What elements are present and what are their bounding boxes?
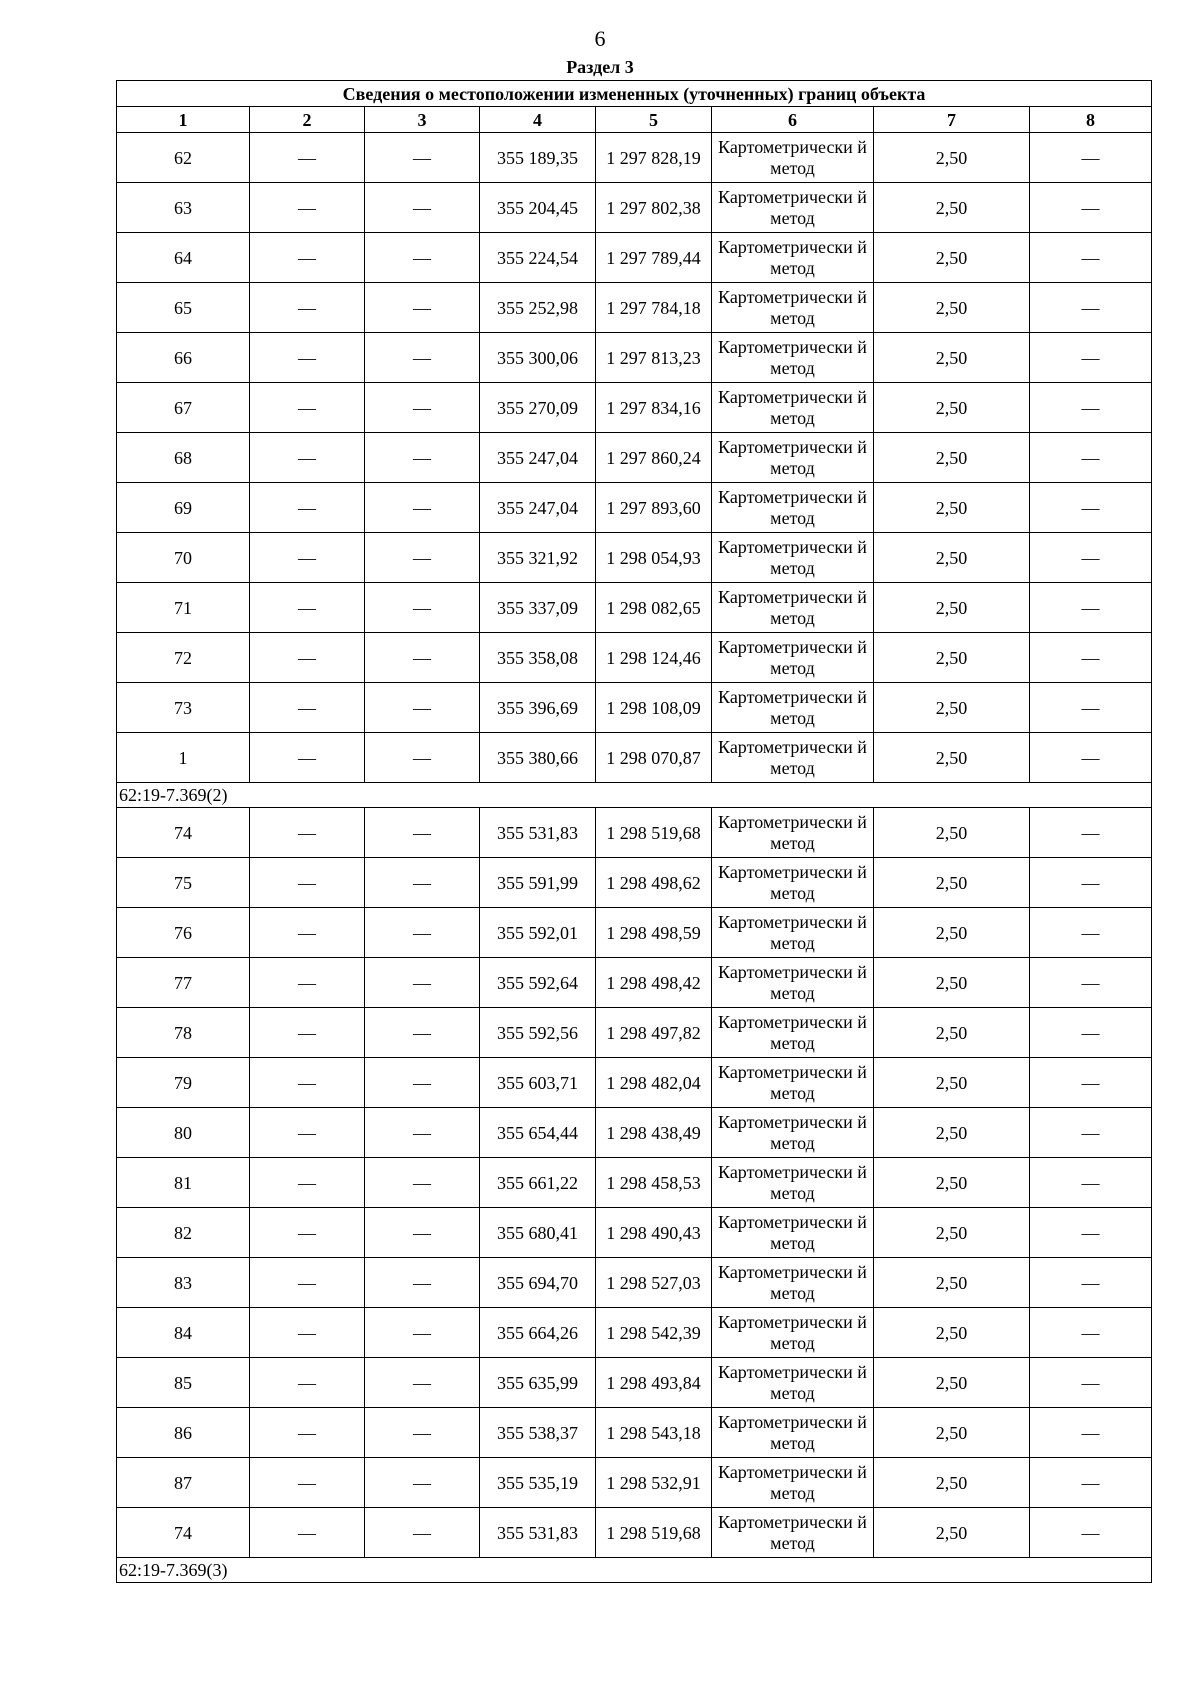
- cell-method: Картометрически й метод: [712, 483, 874, 533]
- cell-col-8: —: [1030, 333, 1152, 383]
- cell-col-3: —: [365, 858, 480, 908]
- cell-accuracy: 2,50: [874, 283, 1030, 333]
- cell-coord-y: 1 298 482,04: [596, 1058, 712, 1108]
- section-title: Раздел 3: [566, 57, 634, 77]
- cell-col-2: —: [250, 1208, 365, 1258]
- cell-col-2: —: [250, 1358, 365, 1408]
- cell-col-8: —: [1030, 233, 1152, 283]
- cell-coord-y: 1 297 789,44: [596, 233, 712, 283]
- cell-method: Картометрически й метод: [712, 908, 874, 958]
- table-row: [117, 1058, 1152, 1108]
- table-row: [117, 433, 1152, 483]
- cell-coord-y: 1 298 458,53: [596, 1158, 712, 1208]
- cell-col-3: —: [365, 1058, 480, 1108]
- cell-method: Картометрически й метод: [712, 808, 874, 858]
- cell-point-number: 1: [117, 733, 250, 783]
- cell-coord-x: 355 531,83: [480, 808, 596, 858]
- cell-col-3: —: [365, 908, 480, 958]
- cell-col-2: —: [250, 1058, 365, 1108]
- cell-coord-x: 355 661,22: [480, 1158, 596, 1208]
- cell-col-8: —: [1030, 583, 1152, 633]
- table-row: [117, 808, 1152, 858]
- cell-accuracy: 2,50: [874, 1358, 1030, 1408]
- cell-col-3: —: [365, 808, 480, 858]
- cell-method: Картометрически й метод: [712, 1158, 874, 1208]
- cell-col-8: —: [1030, 1308, 1152, 1358]
- cell-col-3: —: [365, 1358, 480, 1408]
- cell-accuracy: 2,50: [874, 958, 1030, 1008]
- table-row: [117, 1108, 1152, 1158]
- cell-method: Картометрически й метод: [712, 133, 874, 183]
- table-row: [117, 958, 1152, 1008]
- cell-accuracy: 2,50: [874, 858, 1030, 908]
- cell-coord-x: 355 247,04: [480, 433, 596, 483]
- cell-col-3: —: [365, 133, 480, 183]
- cell-coord-x: 355 300,06: [480, 333, 596, 383]
- cell-coord-y: 1 298 070,87: [596, 733, 712, 783]
- cell-col-8: —: [1030, 633, 1152, 683]
- cell-col-2: —: [250, 1008, 365, 1058]
- cell-accuracy: 2,50: [874, 133, 1030, 183]
- group-label: 62:19-7.369(3): [117, 1558, 1152, 1583]
- cell-method: Картометрически й метод: [712, 583, 874, 633]
- cell-col-2: —: [250, 233, 365, 283]
- cell-col-3: —: [365, 183, 480, 233]
- cell-method: Картометрически й метод: [712, 1358, 874, 1408]
- column-number-1: 1: [117, 107, 250, 133]
- cell-col-3: —: [365, 1158, 480, 1208]
- table-caption: Сведения о местоположении измененных (уточненных) границ объекта: [117, 81, 1152, 107]
- cell-point-number: 77: [117, 958, 250, 1008]
- group-label: 62:19-7.369(2): [117, 783, 1152, 808]
- cell-col-2: —: [250, 1308, 365, 1358]
- cell-col-8: —: [1030, 1508, 1152, 1558]
- cell-accuracy: 2,50: [874, 808, 1030, 858]
- cell-method: Картометрически й метод: [712, 1058, 874, 1108]
- cell-coord-y: 1 298 519,68: [596, 808, 712, 858]
- cell-col-2: —: [250, 958, 365, 1008]
- cell-coord-x: 355 204,45: [480, 183, 596, 233]
- cell-coord-x: 355 603,71: [480, 1058, 596, 1108]
- cell-col-3: —: [365, 483, 480, 533]
- cell-coord-x: 355 592,64: [480, 958, 596, 1008]
- cell-coord-y: 1 298 108,09: [596, 683, 712, 733]
- table-row: [117, 483, 1152, 533]
- cell-method: Картометрически й метод: [712, 1258, 874, 1308]
- table-row: [117, 1008, 1152, 1058]
- cell-coord-y: 1 298 054,93: [596, 533, 712, 583]
- cell-method: Картометрически й метод: [712, 1108, 874, 1158]
- column-number-3: 3: [365, 107, 480, 133]
- cell-point-number: 79: [117, 1058, 250, 1108]
- cell-coord-x: 355 635,99: [480, 1358, 596, 1408]
- table-row: [117, 1358, 1152, 1408]
- cell-coord-y: 1 298 490,43: [596, 1208, 712, 1258]
- cell-col-8: —: [1030, 1408, 1152, 1458]
- cell-point-number: 81: [117, 1158, 250, 1208]
- cell-point-number: 73: [117, 683, 250, 733]
- cell-col-2: —: [250, 533, 365, 583]
- cell-accuracy: 2,50: [874, 633, 1030, 683]
- cell-accuracy: 2,50: [874, 1408, 1030, 1458]
- table-row: [117, 1308, 1152, 1358]
- cell-coord-x: 355 538,37: [480, 1408, 596, 1458]
- cell-point-number: 68: [117, 433, 250, 483]
- cell-coord-x: 355 654,44: [480, 1108, 596, 1158]
- table-row: [117, 133, 1152, 183]
- cell-coord-y: 1 298 542,39: [596, 1308, 712, 1358]
- cell-accuracy: 2,50: [874, 908, 1030, 958]
- cell-col-2: —: [250, 433, 365, 483]
- cell-col-3: —: [365, 283, 480, 333]
- cell-point-number: 87: [117, 1458, 250, 1508]
- cell-method: Картометрически й метод: [712, 283, 874, 333]
- cell-point-number: 85: [117, 1358, 250, 1408]
- cell-accuracy: 2,50: [874, 1008, 1030, 1058]
- cell-accuracy: 2,50: [874, 533, 1030, 583]
- cell-coord-x: 355 535,19: [480, 1458, 596, 1508]
- cell-col-2: —: [250, 908, 365, 958]
- cell-col-8: —: [1030, 183, 1152, 233]
- cell-col-2: —: [250, 808, 365, 858]
- cell-method: Картометрически й метод: [712, 383, 874, 433]
- cell-col-3: —: [365, 1308, 480, 1358]
- cell-point-number: 75: [117, 858, 250, 908]
- column-number-6: 6: [712, 107, 874, 133]
- cell-point-number: 69: [117, 483, 250, 533]
- cell-accuracy: 2,50: [874, 583, 1030, 633]
- cell-coord-y: 1 298 497,82: [596, 1008, 712, 1058]
- cell-col-8: —: [1030, 283, 1152, 333]
- cell-point-number: 84: [117, 1308, 250, 1358]
- cell-point-number: 71: [117, 583, 250, 633]
- cell-accuracy: 2,50: [874, 1208, 1030, 1258]
- cell-point-number: 70: [117, 533, 250, 583]
- cell-accuracy: 2,50: [874, 1158, 1030, 1208]
- cell-col-2: —: [250, 133, 365, 183]
- cell-accuracy: 2,50: [874, 383, 1030, 433]
- column-number-2: 2: [250, 107, 365, 133]
- cell-col-2: —: [250, 283, 365, 333]
- cell-coord-y: 1 298 124,46: [596, 633, 712, 683]
- page-number: 6: [594, 26, 606, 51]
- cell-coord-x: 355 592,56: [480, 1008, 596, 1058]
- cell-col-8: —: [1030, 733, 1152, 783]
- cell-col-8: —: [1030, 858, 1152, 908]
- cell-col-3: —: [365, 333, 480, 383]
- cell-col-2: —: [250, 383, 365, 433]
- table-row: [117, 283, 1152, 333]
- cell-coord-x: 355 380,66: [480, 733, 596, 783]
- cell-col-8: —: [1030, 808, 1152, 858]
- cell-col-2: —: [250, 733, 365, 783]
- cell-point-number: 74: [117, 1508, 250, 1558]
- table-caption-row: [117, 81, 1152, 107]
- cell-coord-y: 1 298 082,65: [596, 583, 712, 633]
- table-row: [117, 333, 1152, 383]
- table-row: [117, 1258, 1152, 1308]
- cell-coord-x: 355 694,70: [480, 1258, 596, 1308]
- table-row: [117, 1208, 1152, 1258]
- cell-coord-y: 1 297 834,16: [596, 383, 712, 433]
- cell-col-2: —: [250, 1108, 365, 1158]
- cell-accuracy: 2,50: [874, 483, 1030, 533]
- cell-col-3: —: [365, 683, 480, 733]
- cell-coord-x: 355 337,09: [480, 583, 596, 633]
- cell-col-2: —: [250, 1158, 365, 1208]
- cell-col-8: —: [1030, 683, 1152, 733]
- cell-method: Картометрически й метод: [712, 333, 874, 383]
- cell-col-3: —: [365, 1108, 480, 1158]
- cell-col-8: —: [1030, 383, 1152, 433]
- cell-coord-y: 1 297 784,18: [596, 283, 712, 333]
- cell-coord-y: 1 298 498,62: [596, 858, 712, 908]
- cell-coord-x: 355 189,35: [480, 133, 596, 183]
- cell-method: Картометрически й метод: [712, 1408, 874, 1458]
- cell-coord-y: 1 297 802,38: [596, 183, 712, 233]
- cell-col-8: —: [1030, 483, 1152, 533]
- cell-coord-y: 1 298 493,84: [596, 1358, 712, 1408]
- cell-col-2: —: [250, 633, 365, 683]
- cell-point-number: 78: [117, 1008, 250, 1058]
- cell-col-8: —: [1030, 133, 1152, 183]
- cell-method: Картометрически й метод: [712, 1008, 874, 1058]
- cell-col-3: —: [365, 233, 480, 283]
- table-row: [117, 1458, 1152, 1508]
- cell-col-3: —: [365, 633, 480, 683]
- cell-accuracy: 2,50: [874, 433, 1030, 483]
- cell-coord-y: 1 298 543,18: [596, 1408, 712, 1458]
- cell-coord-x: 355 321,92: [480, 533, 596, 583]
- cell-method: Картометрически й метод: [712, 183, 874, 233]
- table-row: [117, 858, 1152, 908]
- group-header-row: [117, 783, 1152, 808]
- cell-point-number: 82: [117, 1208, 250, 1258]
- cell-col-2: —: [250, 183, 365, 233]
- cell-coord-x: 355 247,04: [480, 483, 596, 533]
- cell-method: Картометрически й метод: [712, 1508, 874, 1558]
- cell-col-3: —: [365, 533, 480, 583]
- cell-coord-x: 355 592,01: [480, 908, 596, 958]
- cell-accuracy: 2,50: [874, 1258, 1030, 1308]
- cell-coord-y: 1 297 860,24: [596, 433, 712, 483]
- cell-point-number: 65: [117, 283, 250, 333]
- cell-coord-y: 1 297 813,23: [596, 333, 712, 383]
- table-row: [117, 1508, 1152, 1558]
- cell-col-3: —: [365, 383, 480, 433]
- cell-coord-x: 355 270,09: [480, 383, 596, 433]
- cell-coord-y: 1 298 498,42: [596, 958, 712, 1008]
- cell-method: Картометрически й метод: [712, 1308, 874, 1358]
- cell-point-number: 67: [117, 383, 250, 433]
- table-row: [117, 583, 1152, 633]
- cell-col-2: —: [250, 1258, 365, 1308]
- cell-method: Картометрически й метод: [712, 683, 874, 733]
- cell-accuracy: 2,50: [874, 1458, 1030, 1508]
- cell-col-2: —: [250, 333, 365, 383]
- column-number-4: 4: [480, 107, 596, 133]
- cell-point-number: 66: [117, 333, 250, 383]
- cell-col-3: —: [365, 958, 480, 1008]
- cell-col-2: —: [250, 583, 365, 633]
- cell-col-3: —: [365, 1208, 480, 1258]
- cell-point-number: 72: [117, 633, 250, 683]
- cell-point-number: 76: [117, 908, 250, 958]
- cell-accuracy: 2,50: [874, 183, 1030, 233]
- cell-col-3: —: [365, 1258, 480, 1308]
- table-row: [117, 233, 1152, 283]
- cell-col-8: —: [1030, 1258, 1152, 1308]
- cell-col-2: —: [250, 483, 365, 533]
- cell-col-8: —: [1030, 908, 1152, 958]
- cell-accuracy: 2,50: [874, 1508, 1030, 1558]
- table-row: [117, 183, 1152, 233]
- cell-method: Картометрически й метод: [712, 958, 874, 1008]
- cell-col-2: —: [250, 683, 365, 733]
- table-row: [117, 683, 1152, 733]
- cell-coord-x: 355 664,26: [480, 1308, 596, 1358]
- column-number-row: [117, 107, 1152, 133]
- table-row: [117, 1158, 1152, 1208]
- cell-accuracy: 2,50: [874, 1108, 1030, 1158]
- cell-col-3: —: [365, 1508, 480, 1558]
- group-header-row: [117, 1558, 1152, 1583]
- cell-coord-y: 1 297 893,60: [596, 483, 712, 533]
- table-row: [117, 533, 1152, 583]
- column-number-8: 8: [1030, 107, 1152, 133]
- cell-col-3: —: [365, 583, 480, 633]
- cell-coord-y: 1 298 438,49: [596, 1108, 712, 1158]
- cell-accuracy: 2,50: [874, 233, 1030, 283]
- cell-point-number: 86: [117, 1408, 250, 1458]
- table-row: [117, 733, 1152, 783]
- cell-col-8: —: [1030, 1108, 1152, 1158]
- cell-coord-y: 1 297 828,19: [596, 133, 712, 183]
- table-row: [117, 1408, 1152, 1458]
- column-number-5: 5: [596, 107, 712, 133]
- cell-method: Картометрически й метод: [712, 733, 874, 783]
- cell-col-8: —: [1030, 1058, 1152, 1108]
- cell-col-3: —: [365, 1008, 480, 1058]
- cell-point-number: 64: [117, 233, 250, 283]
- cell-coord-x: 355 252,98: [480, 283, 596, 333]
- cell-col-3: —: [365, 1408, 480, 1458]
- cell-col-3: —: [365, 1458, 480, 1508]
- cell-col-8: —: [1030, 1358, 1152, 1408]
- cell-coord-x: 355 396,69: [480, 683, 596, 733]
- cell-coord-x: 355 680,41: [480, 1208, 596, 1258]
- cell-method: Картометрически й метод: [712, 633, 874, 683]
- cell-accuracy: 2,50: [874, 333, 1030, 383]
- cell-col-8: —: [1030, 1458, 1152, 1508]
- cell-point-number: 62: [117, 133, 250, 183]
- cell-col-3: —: [365, 433, 480, 483]
- cell-accuracy: 2,50: [874, 733, 1030, 783]
- cell-method: Картометрически й метод: [712, 1208, 874, 1258]
- cell-coord-y: 1 298 498,59: [596, 908, 712, 958]
- cell-accuracy: 2,50: [874, 1058, 1030, 1108]
- cell-method: Картометрически й метод: [712, 433, 874, 483]
- cell-col-8: —: [1030, 958, 1152, 1008]
- boundary-coordinates-table: [116, 80, 1152, 1583]
- cell-col-8: —: [1030, 1158, 1152, 1208]
- cell-point-number: 83: [117, 1258, 250, 1308]
- cell-point-number: 63: [117, 183, 250, 233]
- cell-point-number: 80: [117, 1108, 250, 1158]
- cell-col-8: —: [1030, 433, 1152, 483]
- cell-coord-x: 355 591,99: [480, 858, 596, 908]
- cell-accuracy: 2,50: [874, 683, 1030, 733]
- cell-point-number: 74: [117, 808, 250, 858]
- cell-method: Картометрически й метод: [712, 233, 874, 283]
- table-row: [117, 908, 1152, 958]
- cell-col-2: —: [250, 1408, 365, 1458]
- cell-coord-x: 355 224,54: [480, 233, 596, 283]
- column-number-7: 7: [874, 107, 1030, 133]
- cell-col-2: —: [250, 1458, 365, 1508]
- cell-method: Картометрически й метод: [712, 1458, 874, 1508]
- cell-coord-x: 355 358,08: [480, 633, 596, 683]
- cell-method: Картометрически й метод: [712, 858, 874, 908]
- cell-coord-y: 1 298 519,68: [596, 1508, 712, 1558]
- cell-coord-x: 355 531,83: [480, 1508, 596, 1558]
- cell-col-3: —: [365, 733, 480, 783]
- cell-coord-y: 1 298 532,91: [596, 1458, 712, 1508]
- cell-col-2: —: [250, 858, 365, 908]
- table-row: [117, 383, 1152, 433]
- cell-coord-y: 1 298 527,03: [596, 1258, 712, 1308]
- cell-col-2: —: [250, 1508, 365, 1558]
- cell-col-8: —: [1030, 1008, 1152, 1058]
- cell-col-8: —: [1030, 1208, 1152, 1258]
- cell-col-8: —: [1030, 533, 1152, 583]
- cell-accuracy: 2,50: [874, 1308, 1030, 1358]
- table-row: [117, 633, 1152, 683]
- cell-method: Картометрически й метод: [712, 533, 874, 583]
